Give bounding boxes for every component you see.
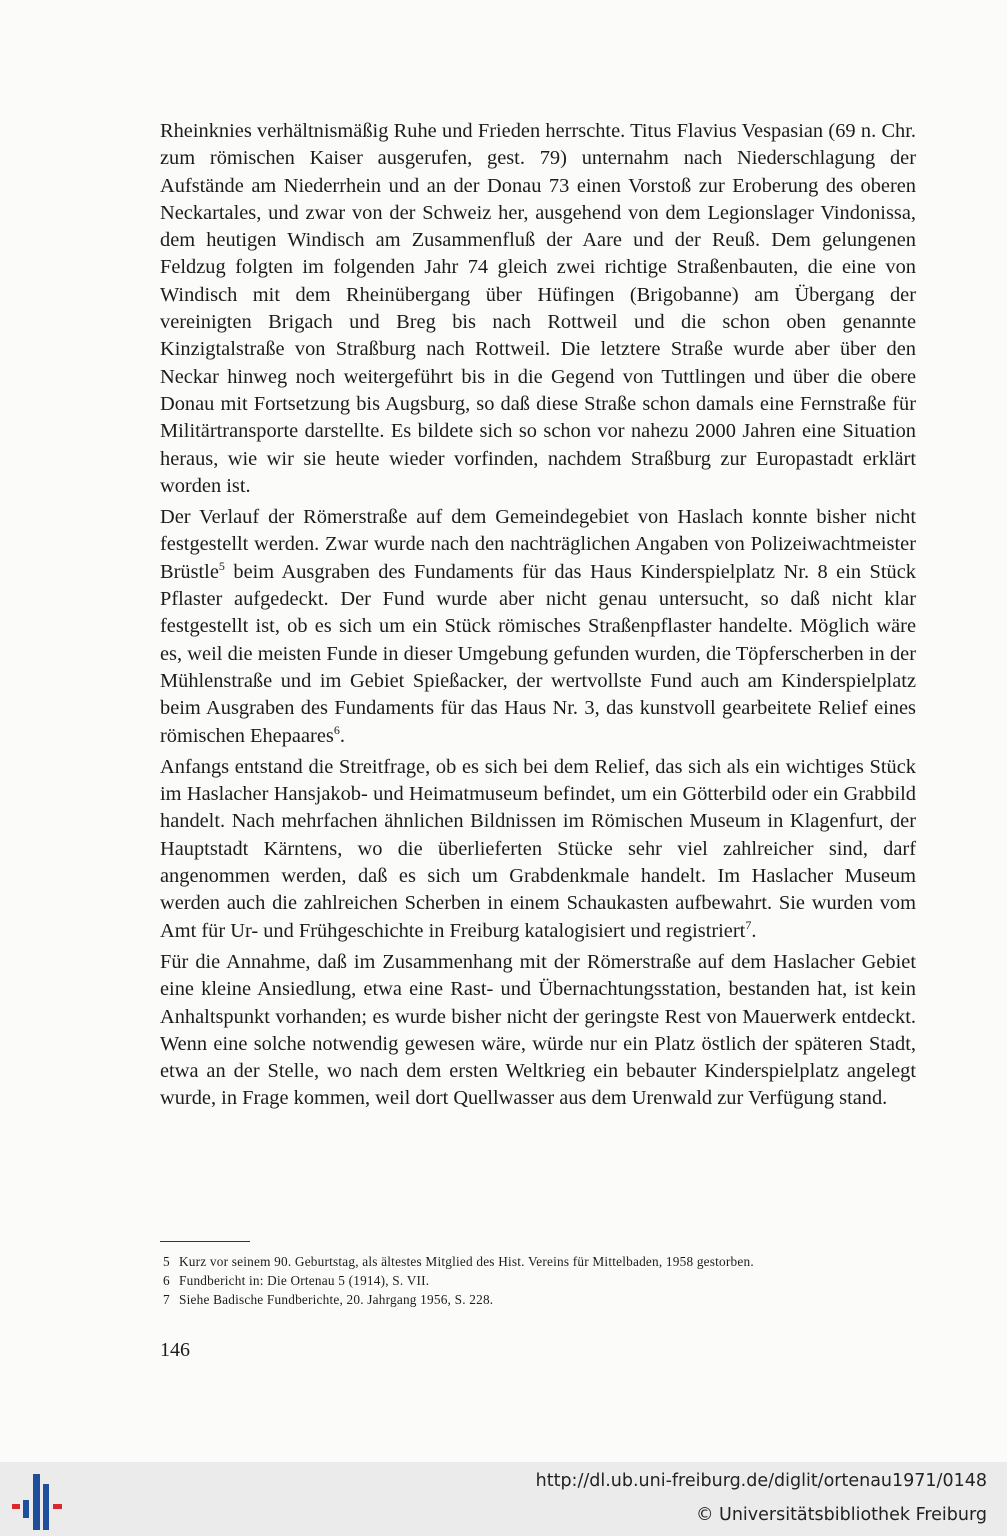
paragraph-4-text: Für die Annahme, daß im Zusammenhang mit der Römerstraße auf dem Haslacher Gebiet eine kleine Ansiedlung, etwa eine Rast- und Übernachtungsstation, bestanden hat, ist kein Anhaltspunkt vorhanden; es wurde bisher nicht der geringste Rest von Mauerwerk entdeckt. Wenn eine solche notwendig gewesen wäre, würde nur ein Platz östlich der späteren Stadt, etwa an der Stelle, wo nach dem ersten Weltkrieg ein bebauter Kinderspielplatz angelegt wurde, in Frage kommen, weil dort Quellwasser aus dem Urenwald zur Verfügung stand. xyxy=(160,950,916,1110)
logo-dash-red-1 xyxy=(12,1504,20,1509)
page-number: 146 xyxy=(160,1339,190,1361)
footnote-number: 5 xyxy=(163,1254,170,1269)
logo-bar-blue-1 xyxy=(33,1474,40,1530)
footnotes xyxy=(163,1252,919,1309)
copyright-notice: © Universitätsbibliothek Freiburg xyxy=(695,1505,987,1525)
paragraph-3-text-b: . xyxy=(751,919,757,942)
footnote-ref-7[interactable]: 7 xyxy=(745,917,752,932)
paragraph-4 xyxy=(160,949,916,1113)
footnote-5 xyxy=(163,1252,919,1271)
logo-bar-blue-2 xyxy=(43,1484,49,1530)
paragraph-1 xyxy=(160,118,916,500)
paragraph-3-text-a: Anfangs entstand die Streitfrage, ob es sich bei dem Relief, das sich als ein wichtiges Stück im Haslacher Hansjakob- und Heimatmuseum befindet, um ein Götterbild oder ein Grabbild handelt. Nach mehrfachen ähnlichen Bildnissen im Römischen Museum in Klagenfurt, der Hauptstadt Kärntens, wo die überlieferten Stücke sehr viel zahlreicher sind, darf angenommen werden, daß es sich um Grabdenkmale handelt. Im Haslacher Museum werden auch die zahlreichen Scherben in einem Schaukasten aufbewahrt. Sie wurden vom Amt für Ur- und Frühgeschichte in Freiburg katalogisiert und registriert xyxy=(160,755,916,942)
paragraph-2-text-a: Der Verlauf der Römerstraße auf dem Gemeindegebiet von Haslach konnte bisher nicht festgestellt werden. Zwar wurde nach den nachträglichen Angaben von Polizeiwachtmeister Brüstle xyxy=(160,506,916,583)
footnote-text: Fundbericht in: Die Ortenau 5 (1914), S. VII. xyxy=(179,1273,430,1288)
footnote-6 xyxy=(163,1271,919,1290)
footnote-number: 7 xyxy=(163,1292,170,1307)
logo-bar-blue-3 xyxy=(23,1500,29,1518)
paragraph-1-text: Rheinknies verhältnismäßig Ruhe und Frieden herrschte. Titus Flavius Vespasian (69 n. Chr. zum römischen Kaiser ausgerufen, gest. 79) unternahm nach Niederschlagung der Aufstände am Niederrhein und an der Donau 73 einen Vorstoß zur Eroberung des oberen Neckartales, und zwar von der Schweiz her, ausgehend von dem Legionslager Vindonissa, dem heutigen Windisch am Zusammenfluß der Aare und der Reuß. Dem gelungenen Feldzug folgten im folgenden Jahr 74 gleich zwei richtige Straßenbauten, die eine von Windisch mit dem Rheinübergang über Hüfingen (Brigobanne) am Übergang der vereinigten Brigach und Breg bis nach Rottweil und die schon oben genannte Kinzigtalstraße von Straßburg nach Rottweil. Die letztere Straße wurde aber über den Neckar hinweg noch weitergeführt bis in die Gegend von Tuttlingen und über die obere Donau mit Fortsetzung bis Augsburg, so daß diese Straße schon damals eine Fernstraße für Militärtransporte darstellte. Es bildete sich so schon vor nahezu 2000 Jahren eine Situation heraus, wie wir sie heute wieder vorfinden, nachdem Straßburg zur Europastadt erklärt worden ist. xyxy=(160,120,916,497)
library-logo-icon[interactable] xyxy=(12,1474,66,1530)
permalink-url[interactable]: http://dl.ub.uni-freiburg.de/diglit/ortenau1971/0148 xyxy=(535,1471,987,1491)
paragraph-2-text-b: beim Ausgraben des Fundaments für das Haus Kinderspielplatz Nr. 8 ein Stück Pflaster aufgedeckt. Der Fund wurde aber nicht genau untersucht, so daß nicht klar festgestellt ist, ob es sich um ein Stück römisches Straßenpflaster handelte. Möglich wäre es, weil die meisten Funde in dieser Umgebung gefunden wurden, die Töpferscherben in der Mühlenstraße und im Gebiet Spießacker, der wertvollste Fund auch am Kinderspielplatz beim Ausgraben des Fundaments für das Haus Nr. 3, das kunstvoll gearbeitete Relief eines römischen Ehepaares xyxy=(160,560,916,747)
logo-dash-red-2 xyxy=(53,1504,62,1509)
footnote-7 xyxy=(163,1290,919,1309)
paragraph-3 xyxy=(160,754,916,945)
footnote-ref-5[interactable]: 5 xyxy=(218,558,225,573)
footnote-text: Siehe Badische Fundberichte, 20. Jahrgang 1956, S. 228. xyxy=(179,1292,494,1307)
paragraph-2-text-c: . xyxy=(339,724,345,747)
footnote-text: Kurz vor seinem 90. Geburtstag, als ältestes Mitglied des Hist. Vereins für Mittelbaden, 1958 gestorben. xyxy=(179,1254,754,1269)
paragraph-2 xyxy=(160,504,916,750)
footnote-divider xyxy=(160,1241,250,1242)
footnote-ref-6[interactable]: 6 xyxy=(333,722,340,737)
footnote-number: 6 xyxy=(163,1273,170,1288)
body-text xyxy=(160,118,916,1117)
